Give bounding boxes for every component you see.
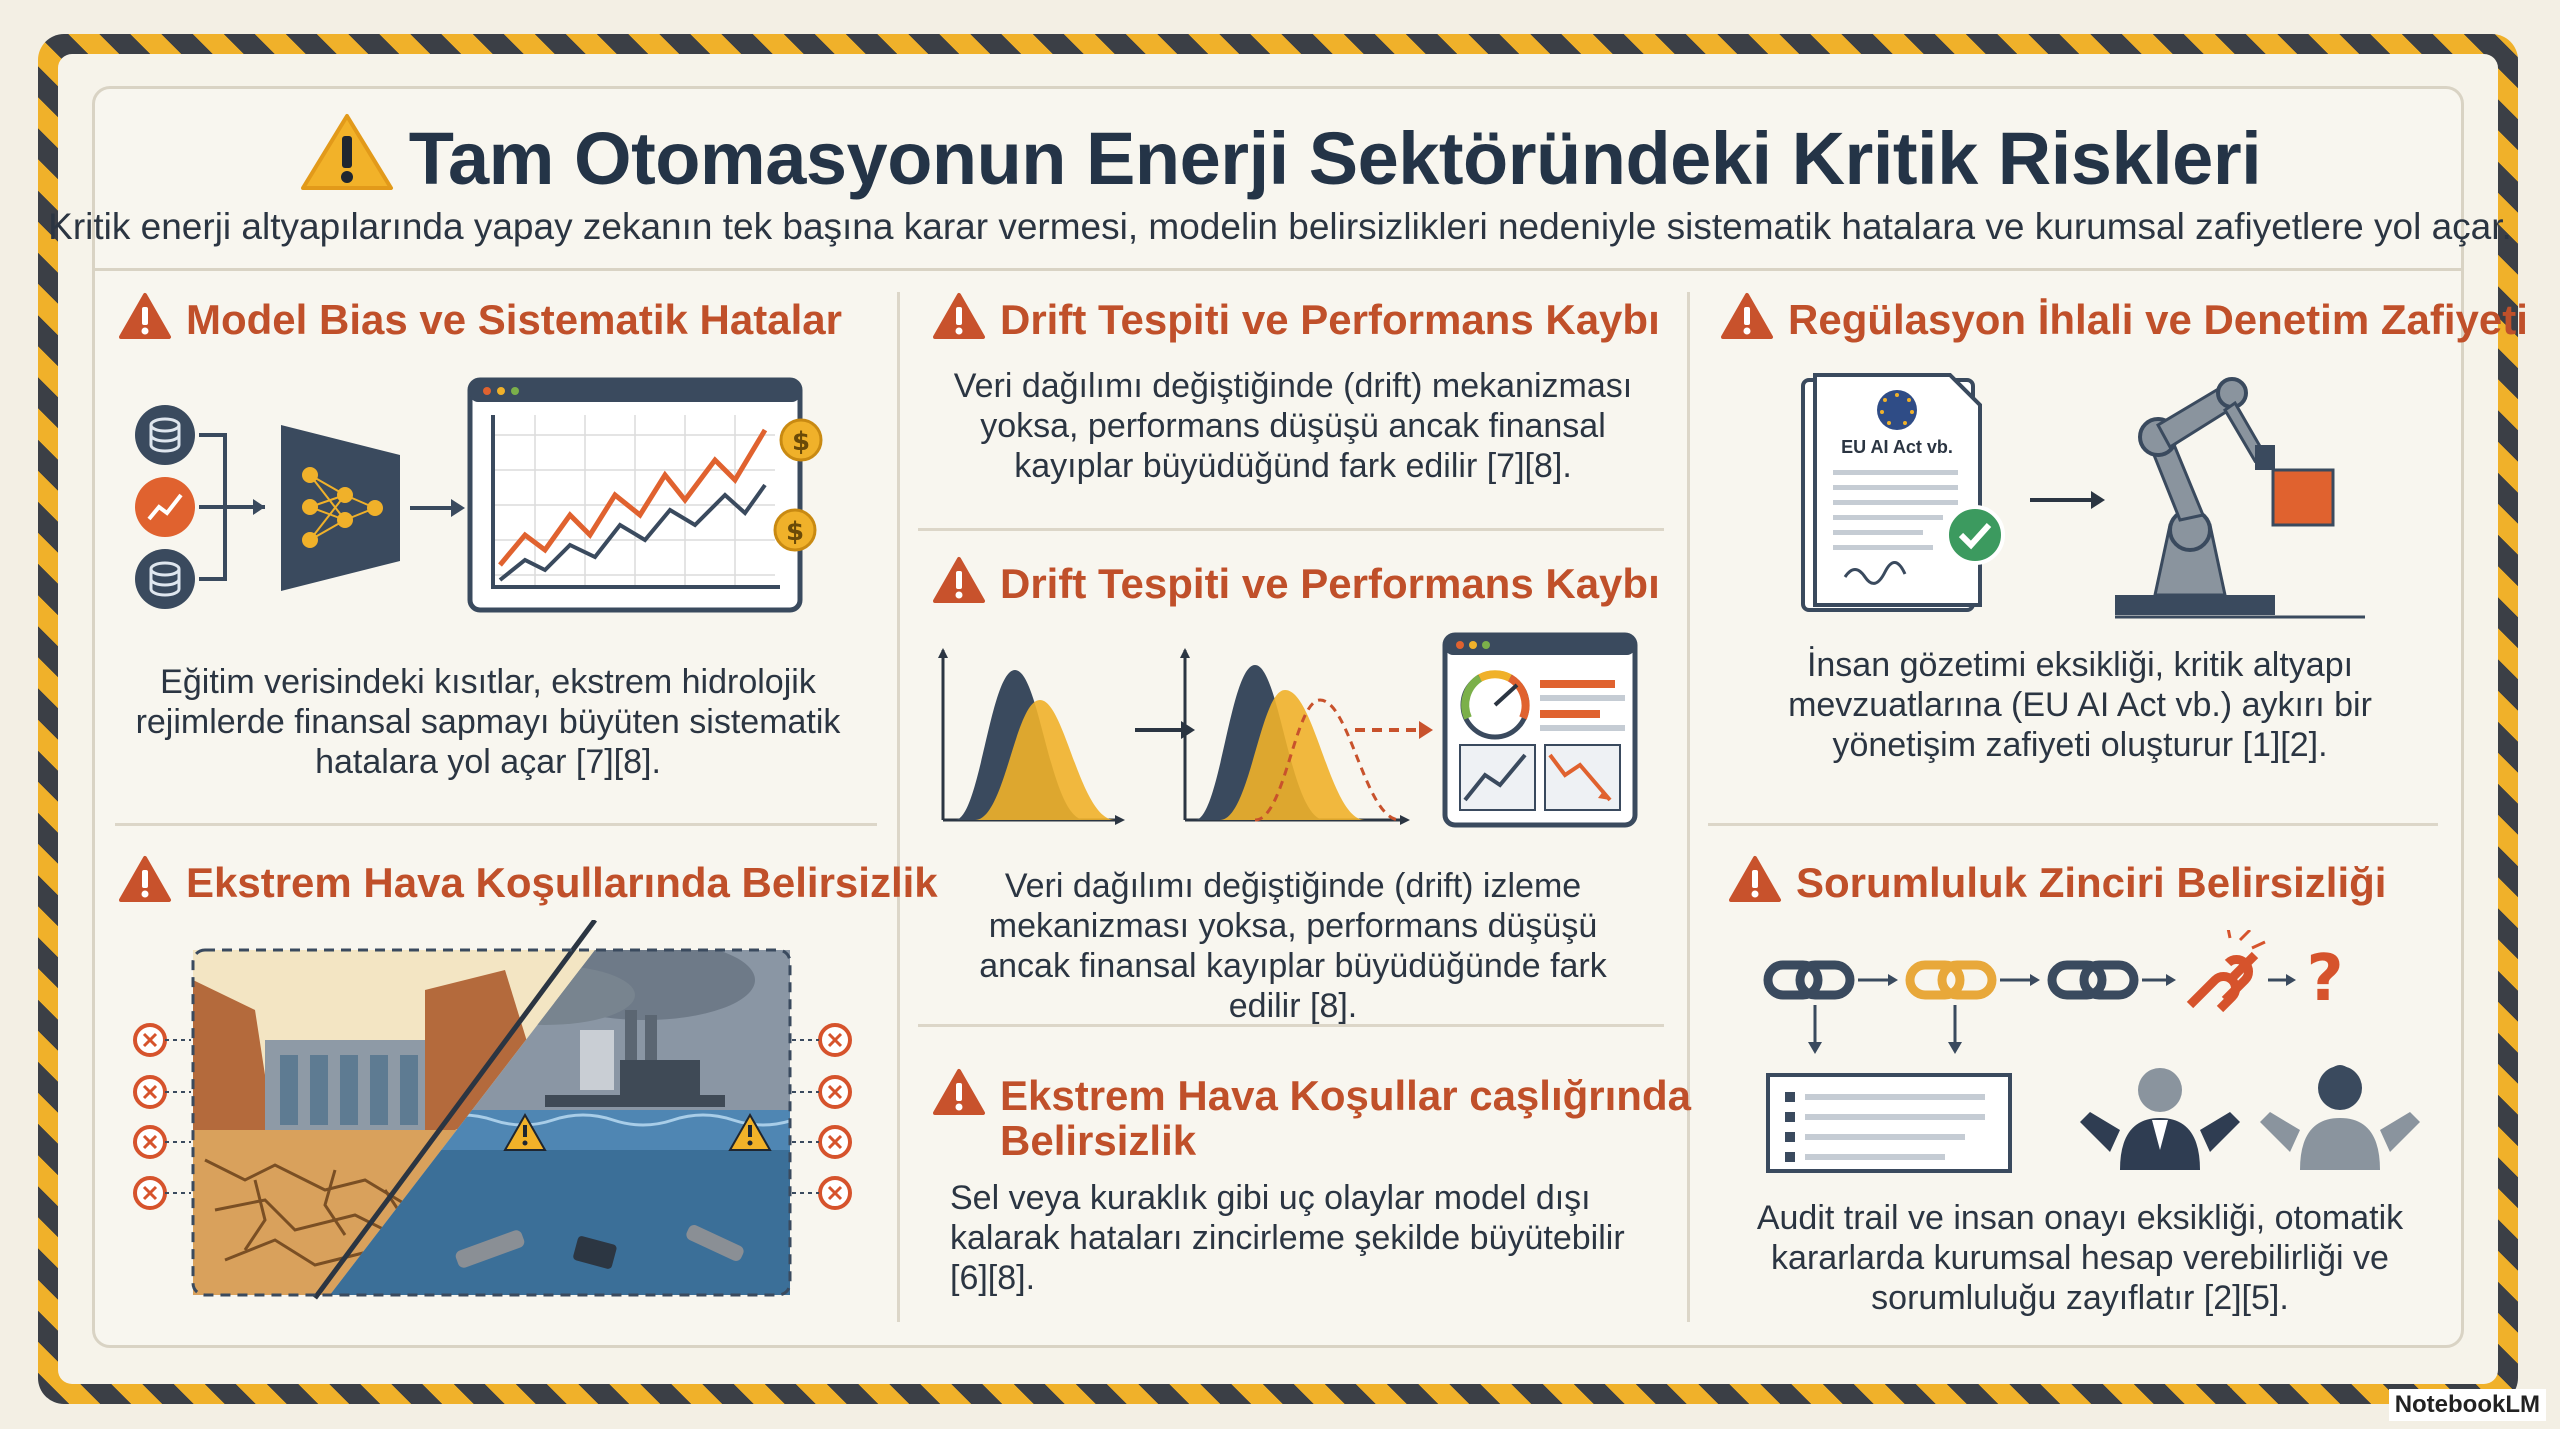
section-title-drift2: [932, 556, 1660, 608]
robot-arm-icon: [2115, 379, 2365, 617]
section-title-text: Regülasyon İhlali ve Denetim Zafiyeti: [1788, 296, 2528, 343]
document-icon: [1768, 1075, 2010, 1171]
dollar-coin-icon: [781, 420, 821, 460]
section-title-text: Drift Tespiti ve Performans Kaybı: [1000, 560, 1660, 607]
svg-text:$: $: [791, 427, 811, 457]
column-divider: [897, 292, 900, 1322]
section-title-responsibility: [1728, 855, 2386, 907]
section-title-drift1: [932, 292, 1660, 344]
page-subtitle: Kritik enerji altyapılarında yapay zekanın tek başına karar vermesi, modelin belirsizlikleri nedeniyle sistematik hatalara ve kurumsal zafiyetlere yol açar.: [48, 206, 2512, 247]
broken-link-icon: [2190, 955, 2255, 1009]
section-text-responsibility: Audit trail ve insan onayı eksikliği, otomatik kararlarda kurumsal hesap verebilirliği ve sorumluluğu zayıflatır [2][5].: [1756, 1199, 2404, 1317]
section-text-bias: Eğitim verisindeki kısıtlar, ekstrem hidrolojik rejimlerde finansal sapmayı büyüten sistematik hatalara yol açar [7][8].: [135, 663, 841, 781]
regulation-illustration: [1785, 365, 2385, 625]
section-title-bias: [118, 292, 842, 344]
section-title-text: Ekstrem Hava Koşullarında Belirsizlik: [186, 859, 938, 906]
database-icon: [135, 405, 195, 465]
checkmark-icon: [1947, 507, 2003, 563]
section-title-text: Sorumluluk Zinciri Belirsizliği: [1796, 859, 2387, 906]
page-title-text: Tam Otomasyonun Enerji Sektöründeki Kritik Riskleri: [408, 117, 2262, 200]
database-icon: [135, 549, 195, 609]
section-text-drift1: Veri dağılımı değiştiğinde (drift) mekanizması yoksa, performans düşüşü ancak finansal kayıplar büyüdüğünd fark edilir [7][8].: [953, 367, 1633, 485]
person-icon: [2080, 1068, 2240, 1170]
row-divider: [918, 528, 1664, 531]
warning-icon: [299, 112, 395, 192]
section-title-text: Ekstrem Hava Koşullar caşlığrında: [1000, 1072, 1691, 1119]
warning-icon: [932, 1068, 986, 1116]
neural-network-icon: [281, 425, 400, 591]
section-title-extreme: [118, 855, 938, 907]
chart-icon: [135, 477, 195, 537]
dollar-coin-icon: [775, 510, 815, 550]
warning-icon: [1720, 292, 1774, 340]
section-text-regulation: İnsan gözetimi eksikliği, kritik altyapı mevzuatlarına (EU AI Act vb.) aykırı bir yönetişim zafiyeti oluşturur [1][2].: [1788, 646, 2372, 764]
warning-icon: [932, 292, 986, 340]
gauge-icon: [1445, 635, 1635, 825]
responsibility-illustration: [1760, 930, 2440, 1180]
section-title-regulation: [1720, 292, 2528, 344]
section-title-extreme2: [932, 1068, 1691, 1120]
section-text-extreme2: Sel veya kuraklık gibi uç olaylar model dışı kalarak hataları zincirleme şekilde büyütebilir [6][8].: [950, 1179, 1625, 1297]
document-label: EU AI Act vb.: [1841, 437, 1953, 457]
extreme-weather-illustration: [125, 920, 865, 1300]
column-divider: [1687, 292, 1690, 1322]
warning-icon: [118, 855, 172, 903]
question-icon: ?: [2306, 942, 2344, 1016]
section-title-text: Drift Tespiti ve Performans Kaybı: [1000, 296, 1660, 343]
svg-text:$: $: [785, 517, 805, 547]
brand-watermark: NotebookLM: [2389, 1389, 2546, 1421]
person-icon: [2260, 1065, 2420, 1170]
row-divider: [1708, 823, 2438, 826]
distribution-chart-before: [938, 648, 1125, 825]
drift-illustration: [935, 630, 1645, 830]
page-title: [0, 112, 2560, 201]
warning-icon: [118, 292, 172, 340]
divider: [95, 268, 2461, 271]
row-divider: [115, 823, 877, 826]
chain-link-icon: [1768, 965, 2134, 995]
chart-window: [470, 380, 800, 610]
bias-illustration: [125, 375, 845, 625]
section-text-drift2: Veri dağılımı değiştiğinde (drift) izleme mekanizması yoksa, performans düşüşü ancak finansal kayıplar büyüdüğünde fark edilir [8].: [979, 867, 1607, 1025]
distribution-chart-after: [1180, 648, 1410, 825]
section-title-extreme2-line2: Belirsizlik: [1000, 1117, 1197, 1164]
section-title-text: Model Bias ve Sistematik Hatalar: [186, 296, 842, 343]
warning-icon: [1728, 855, 1782, 903]
document-icon: [1803, 375, 1980, 610]
warning-icon: [932, 556, 986, 604]
